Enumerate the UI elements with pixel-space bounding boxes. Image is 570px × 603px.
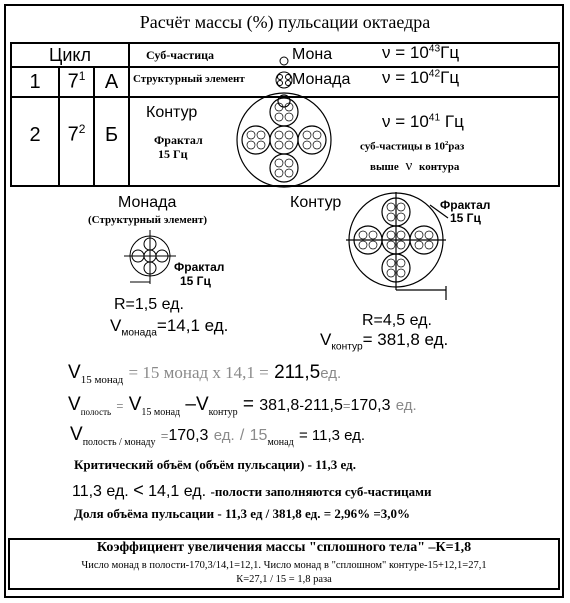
- sub-above-a: суб-частицы в 10: [360, 140, 445, 153]
- formula-2: [68, 394, 417, 418]
- f2-v2: V: [128, 394, 142, 415]
- sub-circle: [369, 231, 377, 239]
- sub-above-b: раз: [448, 140, 465, 153]
- f3-a: 170,3: [168, 427, 209, 444]
- sub-above-c: выше: [370, 161, 399, 173]
- v-sub: монада: [121, 327, 157, 339]
- f3-eq2: = 11,3 ед.: [298, 427, 366, 444]
- v-value: =14,1 ед.: [156, 316, 229, 335]
- f2-minus: –V: [185, 394, 209, 415]
- s2-a: 11,3 ед.: [72, 483, 129, 500]
- hz-unit: Гц: [444, 112, 464, 131]
- nu-monada-value: = 10: [395, 68, 429, 87]
- sub-circle: [415, 231, 423, 239]
- statement-pulsation-share: Доля объёма пульсации - 11,3 ед / 381,8 ед. = 2,96% =3,0%: [74, 506, 411, 521]
- f1-v: V: [68, 362, 81, 383]
- nu-symbol: ν: [382, 112, 391, 131]
- nu-mona-value: = 10: [395, 43, 429, 62]
- sub-circle: [425, 231, 433, 239]
- coefficient-line-2: К=27,1 / 15 = 1,8 раза: [236, 574, 332, 585]
- sub-circle: [397, 259, 405, 267]
- sub-circle: [359, 231, 367, 239]
- cycle-header: Цикл: [49, 45, 91, 65]
- sub-circle: [387, 231, 395, 239]
- fractal-hz: 15 Гц: [158, 147, 188, 161]
- v-symbol: V: [110, 316, 122, 335]
- statement-critical-volume: Критический объём (объём пульсации) - 11,3 ед.: [74, 457, 356, 472]
- nu-mona-exp: 43: [428, 43, 441, 55]
- f2-eq3: =: [342, 398, 351, 413]
- row2-cycle-base: 7: [67, 123, 79, 146]
- f3-v: V: [70, 424, 83, 445]
- f3-sub: полость / монаду: [82, 436, 156, 448]
- contour-fig-title: Контур: [290, 194, 342, 211]
- sub-circle: [397, 231, 405, 239]
- formula-3: [70, 424, 365, 448]
- nu-monada-exp: 42: [428, 68, 441, 80]
- hz-unit: Гц: [440, 68, 460, 87]
- f3-unit: ед.: [213, 427, 235, 444]
- sub-circle: [359, 241, 367, 249]
- f1-val: 211,5: [274, 362, 321, 383]
- mona-label: Мона: [292, 46, 333, 63]
- f2-b: 211,5: [304, 397, 343, 414]
- less-than-icon: <: [133, 480, 144, 500]
- sub-circle: [387, 269, 395, 277]
- sub-circle: [415, 241, 423, 249]
- f1-mid: = 15 монад х 14,1 =: [128, 363, 269, 382]
- struct-label: Структурный элемент: [133, 73, 245, 85]
- sub-above-exp: 2: [444, 140, 449, 147]
- f2-dash: -: [299, 397, 304, 413]
- row1-number: 1: [29, 71, 41, 93]
- nu-symbol: ν: [405, 158, 413, 174]
- f2-sub3: контур: [208, 406, 238, 418]
- nu-symbol: ν: [382, 68, 391, 87]
- monada-label: Монада: [292, 71, 351, 88]
- monada-radius: R=1,5 ед.: [114, 296, 184, 313]
- f3-slash: /: [239, 427, 245, 444]
- monada-fractal: Фрактал: [174, 260, 225, 274]
- row2-letter: Б: [104, 124, 119, 146]
- sub-above-d: контура: [419, 161, 460, 173]
- nu-contour-value: = 10: [395, 112, 429, 131]
- sub-circle: [387, 203, 395, 211]
- v-symbol: V: [320, 330, 332, 349]
- nu-symbol: ν: [382, 43, 391, 62]
- page-title: Расчёт массы (%) пульсации октаедра: [139, 12, 431, 32]
- coefficient-line-1: Число монад в полости-170,3/14,1=12,1. Число монад в "сплошном" контуре-15+12,1=27,1: [81, 560, 487, 571]
- contour-fractal: Фрактал: [440, 198, 491, 212]
- coefficient-title: Коэффициент увеличения массы "сплошного тела" –К=1,8: [96, 540, 472, 555]
- f1-sub: 15 монад: [80, 373, 124, 386]
- f1-unit: ед.: [320, 365, 342, 382]
- sub-circle: [397, 241, 405, 249]
- sub-circle: [387, 213, 395, 221]
- s2-c: -полости заполняются суб-частицами: [210, 484, 432, 499]
- row2-number: 2: [29, 124, 41, 146]
- fractal-label: Фрактал: [154, 133, 203, 147]
- s2-b: 14,1 ед.: [148, 483, 207, 500]
- row1-cycle-base: 7: [67, 70, 79, 93]
- sub-circle: [397, 213, 405, 221]
- contour-volume: [320, 330, 448, 352]
- nu-contour-exp: 41: [428, 112, 441, 124]
- f2-v: V: [68, 394, 81, 415]
- sub-circle: [397, 269, 405, 277]
- f3-eq: =: [160, 428, 169, 443]
- sub-circle: [387, 241, 395, 249]
- contour-hz: 15 Гц: [450, 211, 481, 225]
- sub-circle: [425, 241, 433, 249]
- monada-hz: 15 Гц: [180, 274, 211, 288]
- formula-1: [68, 362, 341, 386]
- contour-label: Контур: [146, 104, 198, 121]
- f2-sub2: 15 монад: [141, 406, 181, 418]
- sub-circle: [397, 203, 405, 211]
- f2-unit: ед.: [395, 397, 417, 414]
- sub-circle: [387, 259, 395, 267]
- f2-eq2: =: [242, 394, 254, 415]
- f2-eq: =: [116, 399, 124, 413]
- f3-sub2: монад: [267, 436, 294, 448]
- v-value: = 381,8 ед.: [362, 330, 449, 349]
- sub-circle: [369, 241, 377, 249]
- row1-cycle-exp: 1: [78, 69, 86, 83]
- statement-comparison: [72, 480, 432, 501]
- f2-a: 381,8: [259, 397, 300, 414]
- f3-b: 15: [249, 427, 268, 444]
- subparticle-label: Суб-частица: [146, 48, 215, 62]
- f2-c: 170,3: [350, 397, 391, 414]
- row1-letter: А: [104, 71, 119, 93]
- monada-fig-subtitle: (Структурный элемент): [88, 214, 208, 226]
- row2-cycle-exp: 2: [78, 122, 86, 136]
- v-sub: контур: [331, 341, 363, 353]
- hz-unit: Гц: [440, 43, 460, 62]
- f2-sub: полость: [80, 406, 112, 417]
- monada-fig-title: Монада: [118, 194, 177, 211]
- contour-radius: R=4,5 ед.: [362, 312, 432, 329]
